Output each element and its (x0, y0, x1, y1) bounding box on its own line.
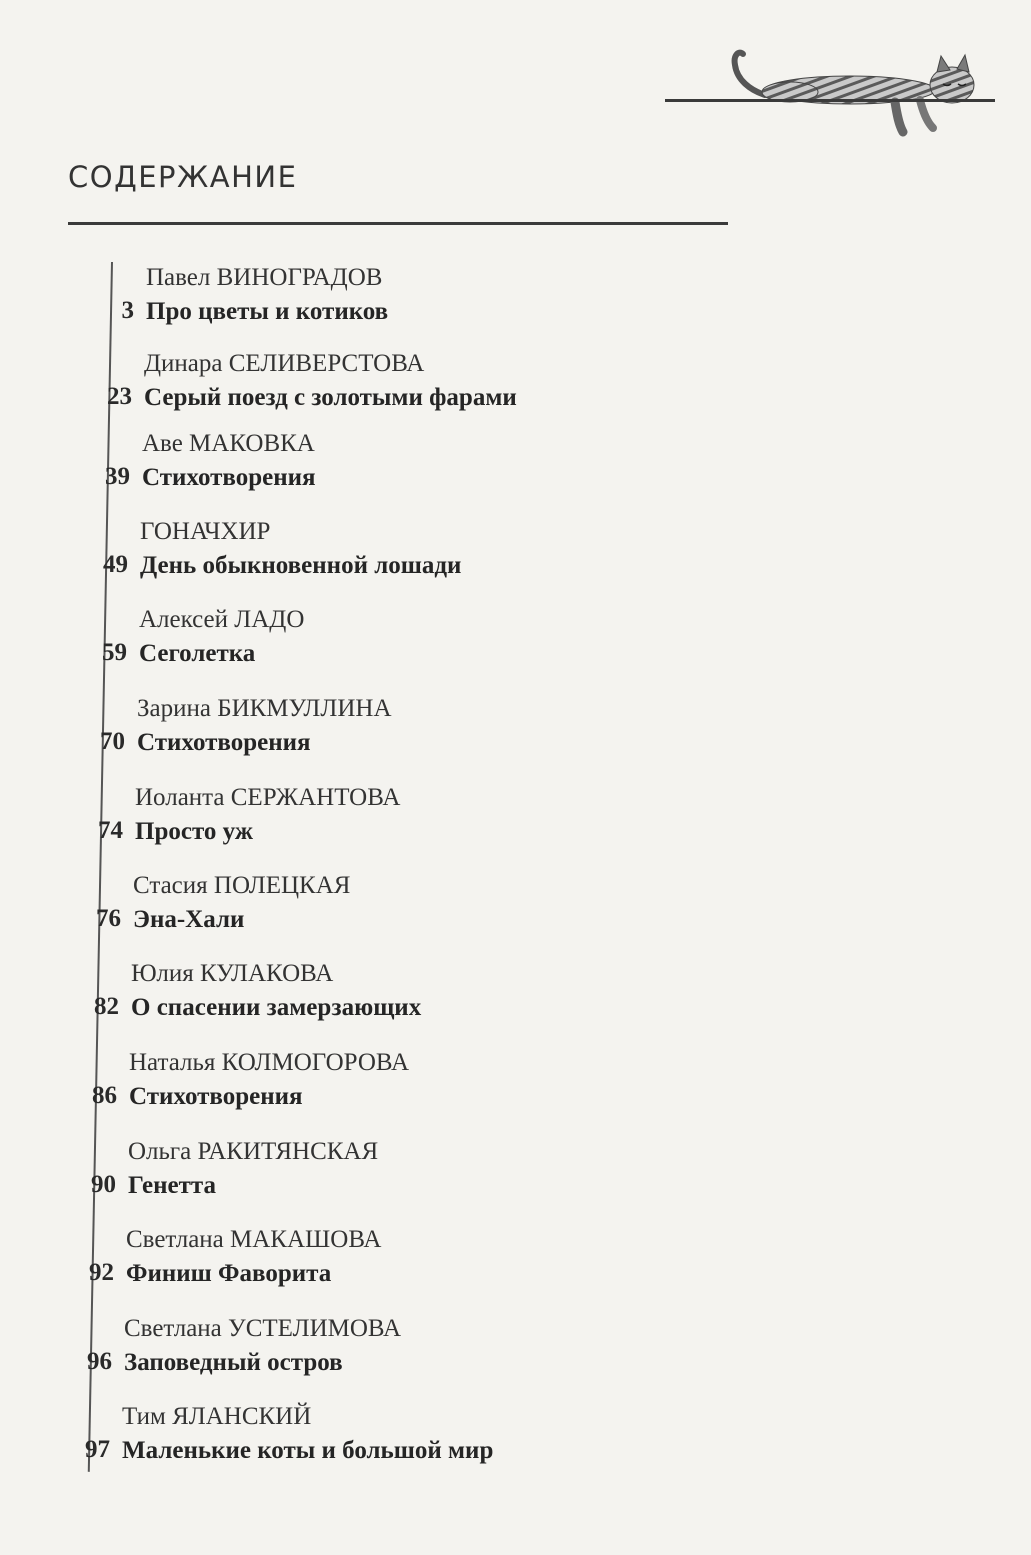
page-number: 39 (105, 463, 130, 490)
work-title: Про цветы и котиков (146, 298, 389, 325)
author-name: Тим ЯЛАНСКИЙ (122, 1403, 312, 1430)
author-name: Павел ВИНОГРАДОВ (146, 264, 383, 291)
work-title: Заповедный остров (124, 1349, 343, 1376)
author-name: Светлана УСТЕЛИМОВА (124, 1315, 402, 1342)
page-number: 70 (100, 728, 125, 755)
page-number: 23 (107, 383, 132, 410)
author-name: Ольга РАКИТЯНСКАЯ (128, 1138, 379, 1165)
page-number: 90 (91, 1171, 116, 1198)
page-number: 3 (121, 297, 134, 324)
work-title: Стихотворения (137, 729, 311, 756)
work-title: Просто уж (135, 818, 253, 845)
page-number: 96 (87, 1348, 112, 1375)
work-title: Стихотворения (142, 464, 316, 491)
page-number: 49 (103, 551, 128, 578)
author-name: Наталья КОЛМОГОРОВА (129, 1049, 410, 1076)
page-number: 59 (102, 639, 127, 666)
author-name: Аве МАКОВКА (142, 430, 315, 457)
page-number: 82 (94, 993, 119, 1020)
work-title: Сеголетка (139, 640, 256, 667)
author-name: Стасия ПОЛЕЦКАЯ (133, 872, 351, 899)
author-name: Светлана МАКАШОВА (126, 1226, 382, 1253)
work-title: Серый поезд с золотыми фарами (144, 384, 517, 411)
work-title: Стихотворения (129, 1083, 303, 1110)
author-name: Иоланта СЕРЖАНТОВА (135, 784, 401, 811)
author-name: ГОНАЧХИР (140, 518, 271, 545)
author-name: Зарина БИКМУЛЛИНА (137, 695, 392, 722)
work-title: Маленькие коты и большой мир (122, 1437, 494, 1464)
page-number: 76 (96, 905, 121, 932)
page-number: 92 (89, 1259, 114, 1286)
author-name: Юлия КУЛАКОВА (131, 960, 334, 987)
work-title: О спасении замерзающих (131, 994, 422, 1021)
author-name: Динара СЕЛИВЕРСТОВА (144, 350, 425, 377)
page-number: 86 (92, 1082, 117, 1109)
author-name: Алексей ЛАДО (139, 606, 305, 633)
work-title: День обыкновенной лошади (140, 552, 462, 579)
work-title: Генетта (128, 1172, 216, 1199)
page-number: 97 (85, 1436, 110, 1463)
page-title: СОДЕРЖАНИЕ (68, 160, 298, 194)
work-title: Эна-Хали (133, 906, 245, 933)
page-number: 74 (98, 817, 123, 844)
work-title: Финиш Фаворита (126, 1260, 332, 1287)
